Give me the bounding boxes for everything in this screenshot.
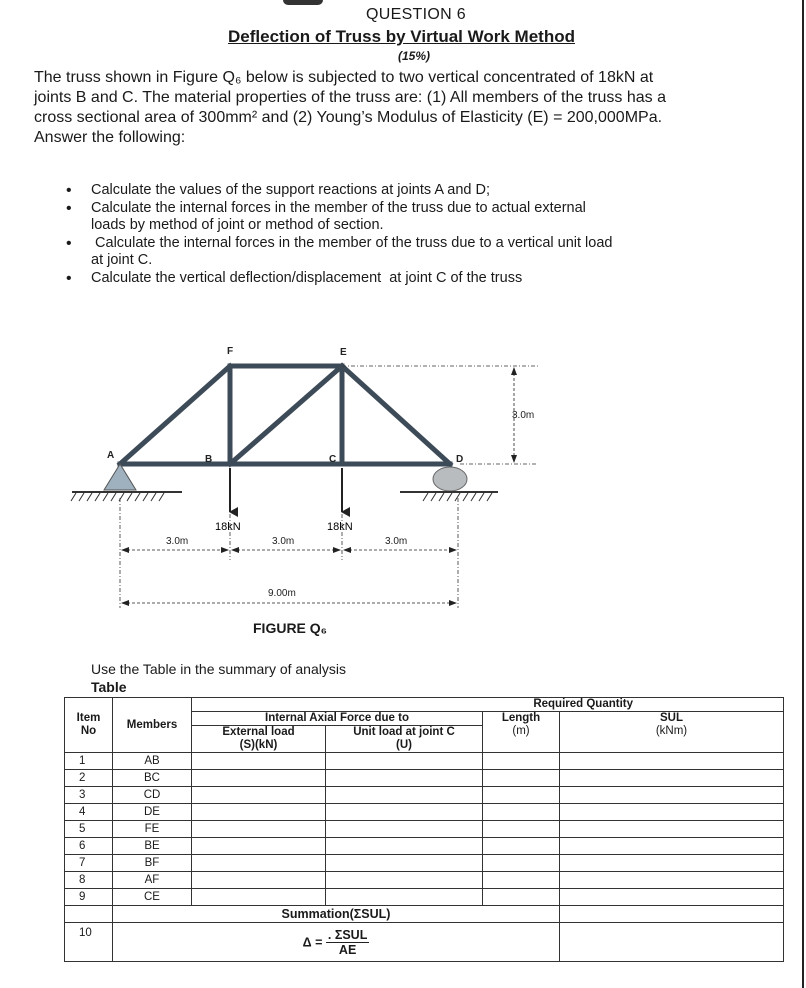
task-item: • Calculate the values of the support reactions at joints A and D; xyxy=(62,182,612,200)
task-item: • Calculate the internal forces in the member of the truss due to actual external loads by method of joint or method of section. xyxy=(62,200,612,235)
joint-label-a: A xyxy=(107,450,115,461)
truss-figure xyxy=(60,338,560,618)
joint-label-b: B xyxy=(205,454,213,465)
header-item-no: Item No xyxy=(65,698,113,753)
intro-paragraph xyxy=(34,68,804,148)
intro-line: cross sectional area of 300mm² and (2) Young’s Modulus of Elasticity (E) = 200,000MPa. xyxy=(34,109,663,126)
deflection-formula: Δ = $\frac{\text{. ΣSUL}}{AE}$ xyxy=(113,923,560,962)
joint-label-f: F xyxy=(227,346,234,357)
table-row: 8 AF xyxy=(65,872,784,889)
joint-label-e: E xyxy=(340,347,347,358)
header-internal-force: Internal Axial Force due to xyxy=(192,712,483,726)
table-row: 5 FE xyxy=(65,821,784,838)
table-label: Table xyxy=(91,679,127,695)
table-row: 3 CD xyxy=(65,787,784,804)
task-item: • Calculate the vertical deflection/displacement at joint C of the truss xyxy=(62,270,612,288)
span-3-label: 3.0m xyxy=(385,536,408,547)
load-label-b: 18kN xyxy=(215,521,241,533)
table-row: 6 BE xyxy=(65,838,784,855)
figure-caption: FIGURE Q₆ xyxy=(253,620,328,636)
task-list xyxy=(62,182,612,287)
joint-label-d: D xyxy=(456,454,464,465)
scan-mark xyxy=(283,0,323,5)
header-external-load: External load (S)(kN) xyxy=(192,726,326,753)
joint-label-c: C xyxy=(329,454,337,465)
total-span-label: 9.00m xyxy=(268,588,296,599)
summation-label: Summation(ΣSUL) xyxy=(113,906,560,923)
header-sul: SUL (kNm) xyxy=(560,712,784,753)
summary-table xyxy=(64,697,784,962)
intro-line: Answer the following: xyxy=(34,129,186,146)
span-2-label: 3.0m xyxy=(272,536,295,547)
roller-support-d xyxy=(400,467,498,501)
header-length: Length (m) xyxy=(483,712,560,753)
header-unit-load: Unit load at joint C (U) xyxy=(326,726,483,753)
question-marks: (15%) xyxy=(398,49,431,63)
header-members: Members xyxy=(113,698,192,753)
member-de xyxy=(342,366,450,464)
span-1-label: 3.0m xyxy=(166,536,189,547)
page-edge-rule xyxy=(802,0,804,988)
height-label: 3.0m xyxy=(512,410,535,421)
member-be xyxy=(230,366,342,464)
intro-line: The truss shown in Figure Q₆ below is subjected to two vertical concentrated of 18kN at xyxy=(34,69,654,86)
load-label-c: 18kN xyxy=(327,521,353,533)
table-row: 1 AB xyxy=(65,753,784,770)
table-row: 4 DE xyxy=(65,804,784,821)
summation-row xyxy=(65,906,784,923)
pin-support-a xyxy=(71,464,182,501)
task-item: • Calculate the internal forces in the member of the truss due to a vertical unit load at joint C. xyxy=(62,235,612,270)
question-subtitle: Deflection of Truss by Virtual Work Method xyxy=(228,27,575,46)
header-required-quantity: Required Quantity xyxy=(192,698,784,712)
intro-line: joints B and C. The material properties of the truss are: (1) All members of the truss has a xyxy=(34,89,666,106)
question-title: QUESTION 6 xyxy=(366,6,466,23)
table-row: 2 BC xyxy=(65,770,784,787)
truss-members xyxy=(120,366,450,464)
table-row: 9 CE xyxy=(65,889,784,906)
member-af xyxy=(120,366,230,464)
table-instruction: Use the Table in the summary of analysis xyxy=(91,661,346,677)
deflection-row: 10 Δ = $\frac{\text{. ΣSUL}}{AE}$ xyxy=(65,923,784,962)
table-row: 7 BF xyxy=(65,855,784,872)
